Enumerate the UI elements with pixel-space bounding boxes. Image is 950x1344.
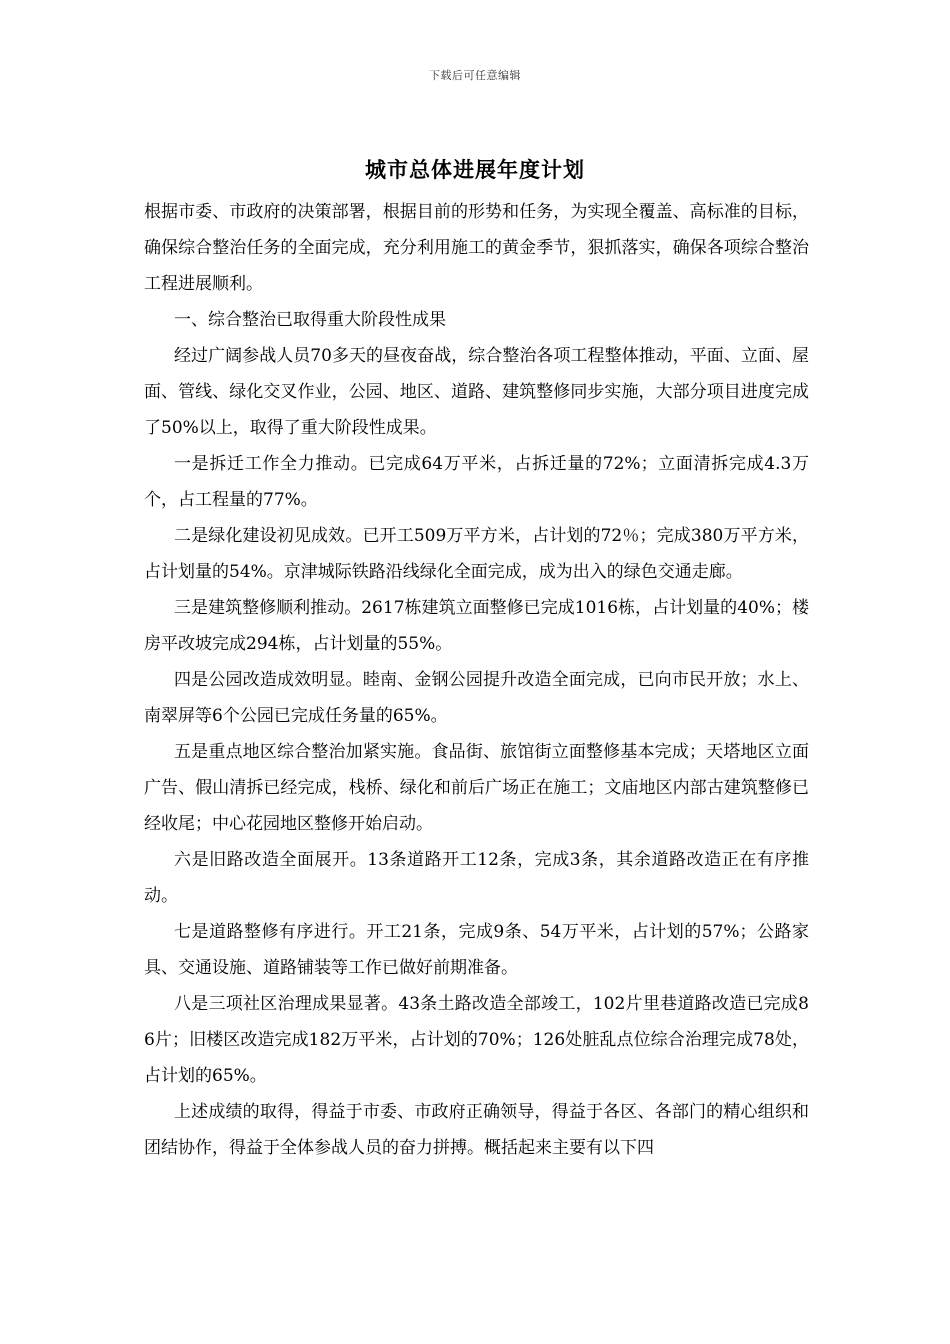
header-note: 下载后可任意编辑 bbox=[429, 69, 521, 82]
item-community-paragraph: 八是三项社区治理成果显著。43条土路改造全部竣工，102片里巷道路改造已完成86片；旧楼区改造完成182万平米，占计划的70%；126处脏乱点位综合治理完成78处，占计划的65%。 bbox=[144, 994, 809, 1086]
item-old-roads-paragraph: 六是旧路改造全面展开。13条道路开工12条，完成3条，其余道路改造正在有序推动。 bbox=[144, 850, 809, 906]
item-parks-paragraph: 四是公园改造成效明显。睦南、金钢公园提升改造全面完成，已向市民开放；水上、南翠屏等6个公园已完成任务量的65%。 bbox=[144, 670, 809, 726]
document-body bbox=[144, 194, 809, 1166]
item-buildings-paragraph: 三是建筑整修顺利推动。2617栋建筑立面整修已完成1016栋，占计划量的40%；楼房平改坡完成294栋，占计划量的55%。 bbox=[144, 598, 809, 654]
intro-paragraph: 根据市委、市政府的决策部署，根据目前的形势和任务，为实现全覆盖、高标准的目标，确保综合整治任务的全面完成，充分利用施工的黄金季节，狠抓落实，确保各项综合整治工程进展顺利。 bbox=[144, 202, 809, 294]
item-key-areas-paragraph: 五是重点地区综合整治加紧实施。食品街、旅馆街立面整修基本完成；天塔地区立面广告、假山清拆已经完成，栈桥、绿化和前后广场正在施工；文庙地区内部古建筑整修已经收尾；中心花园地区整修开始启动。 bbox=[144, 742, 809, 834]
section-heading-1: 一、综合整治已取得重大阶段性成果 bbox=[174, 310, 446, 330]
document-title: 城市总体进展年度计划 bbox=[365, 157, 585, 182]
item-road-repair-paragraph: 七是道路整修有序进行。开工21条，完成9条、54万平米，占计划的57%；公路家具、交通设施、道路铺装等工作已做好前期准备。 bbox=[144, 922, 809, 978]
item-greening-paragraph: 二是绿化建设初见成效。已开工509万平方米，占计划的72％；完成380万平方米，占计划量的54%。京津城际铁路沿线绿化全面完成，成为出入的绿色交通走廊。 bbox=[144, 526, 809, 582]
item-demolition-paragraph: 一是拆迁工作全力推动。已完成64万平米，占拆迁量的72%；立面清拆完成4.3万个，占工程量的77%。 bbox=[144, 454, 809, 510]
summary-paragraph: 经过广阔参战人员70多天的昼夜奋战，综合整治各项工程整体推动，平面、立面、屋面、管线、绿化交叉作业，公园、地区、道路、建筑整修同步实施，大部分项目进度完成了50%以上，取得了重大阶段性成果。 bbox=[144, 346, 809, 438]
conclusion-paragraph: 上述成绩的取得，得益于市委、市政府正确领导，得益于各区、各部门的精心组织和团结协作，得益于全体参战人员的奋力拼搏。概括起来主要有以下四 bbox=[144, 1102, 809, 1158]
